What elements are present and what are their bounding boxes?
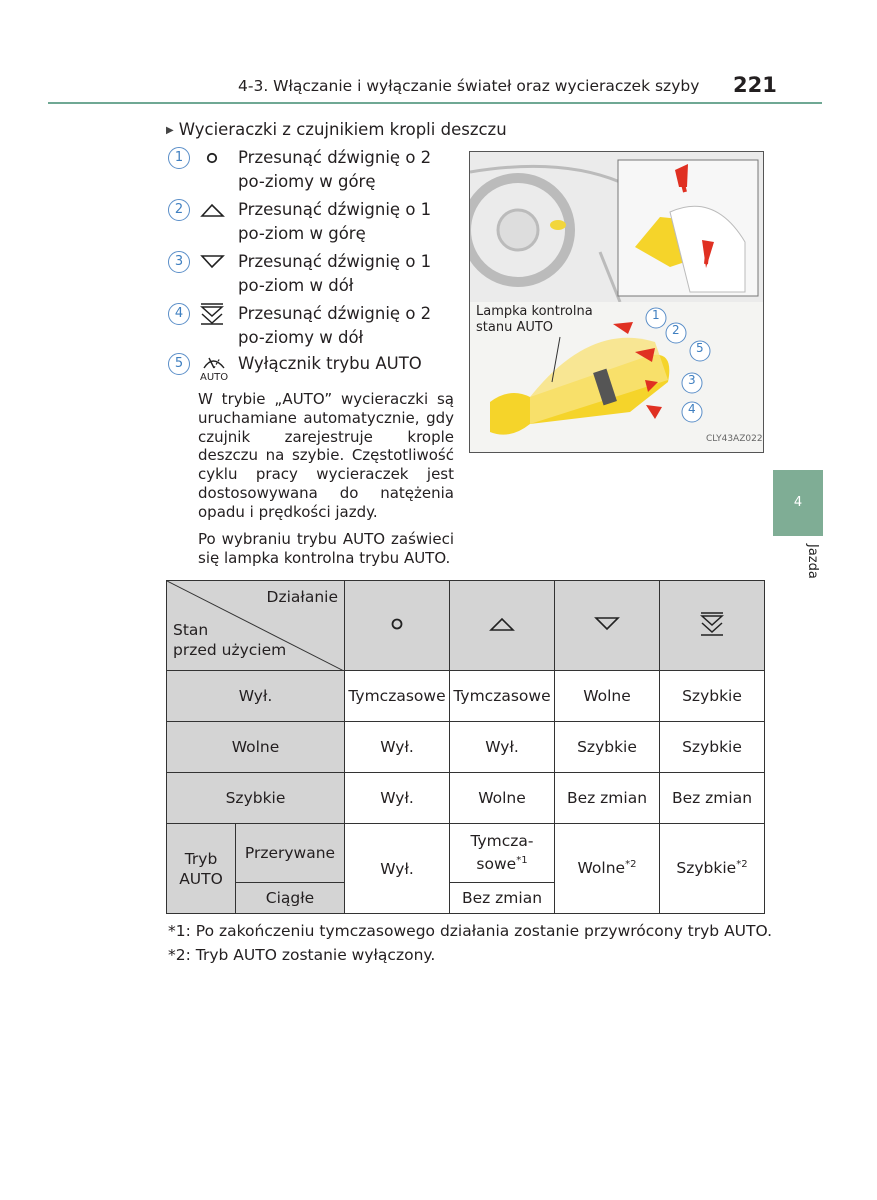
number-badge: 3 bbox=[168, 251, 190, 273]
item-text: Wyłącznik trybu AUTO bbox=[238, 354, 422, 373]
header-double-down bbox=[660, 581, 765, 671]
footnote-text: : Tryb AUTO zostanie wyłączony. bbox=[185, 946, 436, 964]
auto-label-line-2: AUTO bbox=[179, 869, 223, 888]
circle-icon bbox=[387, 614, 407, 634]
double-down-icon bbox=[198, 302, 230, 326]
table-cell: Wył. bbox=[450, 722, 555, 773]
table-cell: Szybkie bbox=[555, 722, 660, 773]
table-cell bbox=[660, 824, 765, 914]
circle-icon bbox=[198, 146, 230, 170]
table-cell: Szybkie bbox=[660, 722, 765, 773]
cell-text: Szybkie bbox=[676, 859, 737, 878]
table-cell: Wył. bbox=[345, 722, 450, 773]
table-cell: Bez zmian bbox=[660, 773, 765, 824]
table-cell: Bez zmian bbox=[450, 883, 555, 914]
list-item bbox=[168, 250, 458, 298]
figure-callout: Lampka kontrolna stanu AUTO bbox=[476, 304, 596, 336]
number-badge: 5 bbox=[168, 353, 190, 375]
auto-mode-label bbox=[167, 824, 236, 914]
section-heading bbox=[166, 120, 507, 139]
section-title: Wycieraczki z czujnikiem kropli deszczu bbox=[178, 120, 507, 139]
footnote-mark: *1 bbox=[168, 922, 186, 940]
wiper-lever-figure bbox=[469, 151, 764, 453]
figure-label-1: 1 bbox=[652, 308, 660, 322]
table-row bbox=[167, 671, 765, 722]
triangle-bullet-icon: ▶ bbox=[166, 125, 174, 136]
table-cell bbox=[555, 824, 660, 914]
item-text: Przesunąć dźwignię o 2 po-ziomy w górę bbox=[238, 148, 432, 191]
table-row bbox=[167, 773, 765, 824]
header-triangle-up bbox=[450, 581, 555, 671]
footnote-2 bbox=[168, 946, 435, 964]
auto-indicator-note: Po wybraniu trybu AUTO zaświeci się lampka kontrolna trybu AUTO. bbox=[198, 530, 454, 567]
page-number: 221 bbox=[733, 73, 777, 97]
table-cell: Bez zmian bbox=[555, 773, 660, 824]
chapter-tab-label: Jazda bbox=[805, 544, 820, 579]
chapter-tab: 4 bbox=[773, 470, 823, 536]
figure-label-4: 4 bbox=[688, 402, 696, 416]
footnote-mark: *1 bbox=[516, 854, 528, 866]
cell-text: Wolne bbox=[577, 859, 626, 878]
table-row bbox=[167, 824, 765, 883]
figure-label-2: 2 bbox=[672, 323, 680, 337]
row-label: Szybkie bbox=[167, 773, 345, 824]
auto-icon-label: AUTO bbox=[200, 372, 229, 383]
footnote-text: : Po zakończeniu tymczasowego działania zostanie przywrócony tryb AUTO. bbox=[185, 922, 772, 940]
corner-top-label: Działanie bbox=[266, 588, 338, 606]
triangle-up-icon bbox=[198, 198, 230, 222]
auto-label-line-1: Tryb bbox=[184, 849, 218, 868]
triangle-up-icon bbox=[488, 614, 516, 634]
table-cell: Wył. bbox=[345, 824, 450, 914]
footnote-mark: *2 bbox=[625, 859, 637, 871]
header-rule bbox=[48, 102, 822, 104]
table-cell: Tymczasowe bbox=[450, 671, 555, 722]
table-row bbox=[167, 722, 765, 773]
number-badge: 2 bbox=[168, 199, 190, 221]
list-item bbox=[168, 302, 458, 350]
auto-description: W trybie „AUTO” wycieraczki są uruchamiane automatycznie, gdy czujnik zarejestruje krople deszczu na szybie. Częstotliwość cyklu pracy wycieraczek jest dostosowywana do natężenia opadu i prędkości jazdy. bbox=[198, 390, 454, 521]
footnote-mark: *2 bbox=[168, 946, 186, 964]
cell-text-line-2: sowe bbox=[476, 855, 517, 874]
row-label: Wył. bbox=[167, 671, 345, 722]
sub-label-continuous: Ciągłe bbox=[236, 883, 345, 914]
table-cell: Tymczasowe bbox=[345, 671, 450, 722]
table-cell bbox=[450, 824, 555, 883]
table-cell: Wolne bbox=[555, 671, 660, 722]
figure-code: CLY43AZ022 bbox=[706, 434, 763, 444]
triangle-down-icon bbox=[593, 614, 621, 634]
header-circle bbox=[345, 581, 450, 671]
figure-label-5: 5 bbox=[696, 341, 704, 355]
triangle-down-icon bbox=[198, 250, 230, 274]
list-item bbox=[168, 198, 458, 246]
corner-bottom-label-1: Stan bbox=[173, 621, 209, 639]
corner-bottom-label-2: przed użyciem bbox=[173, 641, 287, 659]
item-text: Przesunąć dźwignię o 2 po-ziomy w dół bbox=[238, 304, 432, 347]
footnote-1 bbox=[168, 922, 772, 940]
list-item bbox=[168, 352, 458, 382]
header-triangle-down bbox=[555, 581, 660, 671]
item-text: Przesunąć dźwignię o 1 po-ziom w dół bbox=[238, 252, 432, 295]
table-cell: Wył. bbox=[345, 773, 450, 824]
table-corner-cell bbox=[167, 581, 345, 671]
number-badge: 4 bbox=[168, 303, 190, 325]
table-cell: Wolne bbox=[450, 773, 555, 824]
item-text: Przesunąć dźwignię o 1 po-ziom w górę bbox=[238, 200, 432, 243]
list-item bbox=[168, 146, 458, 194]
footnote-mark: *2 bbox=[736, 859, 748, 871]
double-down-icon bbox=[698, 610, 726, 638]
sub-label-intermittent: Przerywane bbox=[236, 824, 345, 883]
cell-text-line-1: Tymcza- bbox=[470, 831, 534, 850]
wiper-operation-table bbox=[166, 580, 765, 914]
figure-label-3: 3 bbox=[688, 373, 696, 387]
number-badge: 1 bbox=[168, 147, 190, 169]
page-header-title: 4-3. Włączanie i wyłączanie świateł oraz wycieraczek szyby bbox=[238, 77, 700, 95]
row-label: Wolne bbox=[167, 722, 345, 773]
table-cell: Szybkie bbox=[660, 671, 765, 722]
